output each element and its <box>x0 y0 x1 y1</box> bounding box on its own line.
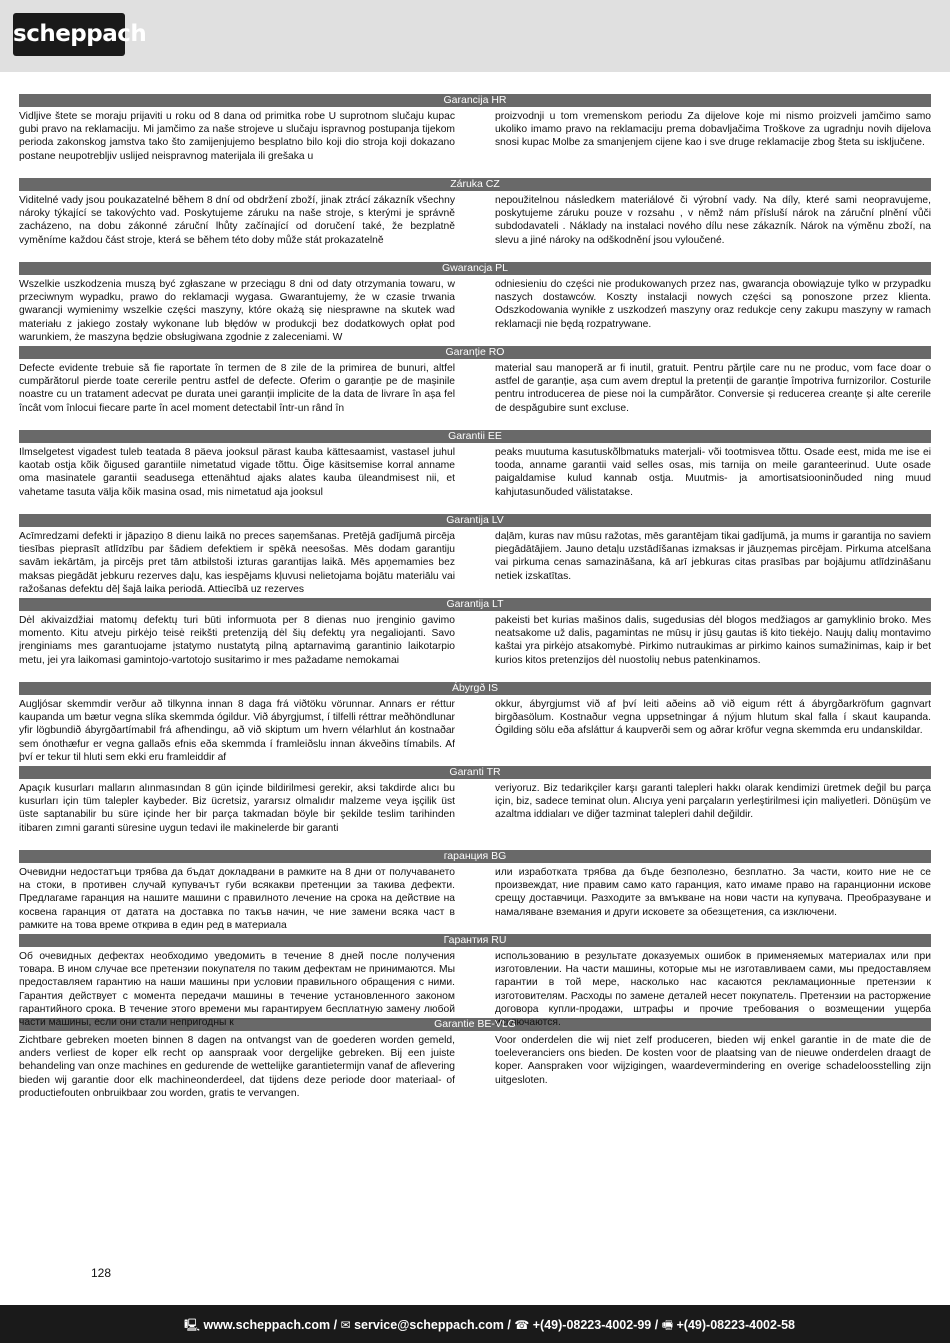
page-number: 128 <box>91 1266 112 1280</box>
section-text-right: odniesieniu do części nie produkowanych przez nas, gwarancja obowiązuje tylko w przypadku naszych dostawców. Koszty instalacji nowych części są ponoszone przez klienta. Odszkodowania wynikłe z uszkodzeń maszyny oraz redukcje ceny zakupu maszyny w ramach reklamacji nie będą rozpatrywane. <box>495 279 931 330</box>
section-text-right: или изработката трябва да бъде безполезно, безплатно. За части, които ние не се произвеждат, ние правим само като гаранция, като имаме право на гаранционни искове срещу доставчици. Разходите за вмъкване на нови части на купувача. Преобразуване и намаляване вземания и други исковете за обезщетения, са изключени. <box>495 867 931 918</box>
warranty-section <box>19 682 931 766</box>
section-text-left: Ilmselgetest vigadest tuleb teatada 8 päeva jooksul pärast kauba kättesaamist, vastasel juhul kaotab ostja kõik õigused garantiile nimetatud vigade tõttu. Õige käsitsemise korral anname oma masinatele garantii seadusega ettenähtud ajaks alates kauba üleandmisest nii, et vahetame tasuta välja kõik masina osad, mis nimetatud aja jooksul <box>19 447 455 498</box>
section-columns <box>19 698 931 764</box>
envelope-icon: ✉ <box>340 1318 351 1332</box>
section-text-left: Augljósar skemmdir verður að tilkynna innan 8 daga frá viðtöku vörunnar. Annars er réttur kaupanda um bætur vegna slíka skemmda ógildur. Við ábyrgjumst, í tilfelli réttrar meðhöndlunar yfir lögbundið ábyrgðartímabil frá afhendingu, að við skiptum um hvern vélarhlut án kostnaðar sem ónothæfur er vegna gallaðs efnis eða skemmda í framleiðslu innan ákveðins tímabils. Af því er tekur til hluti sem ekki eru framleiddir af <box>19 699 455 763</box>
warranty-section <box>19 178 931 262</box>
contact-line <box>184 1316 795 1337</box>
section-text-left: Apaçık kusurları malların alınmasından 8 gün içinde bildirilmesi gerekir, aksi takdirde alıcı bu kusurları için tüm talepler kaybeder. Biz ücretsiz, yararsız olmalıdır malzeme veya işçilik üst üste saptanabilir bu süre içinde her bir parça takmadan böyle bir şekilde teslim tarihinden itibaren zımni garanti süresine uygun tedavi ile makinelerde bir garanti <box>19 783 455 834</box>
section-text-left: Vidljive štete se moraju prijaviti u roku od 8 dana od primitka robe U suprotnom slučaju kupac gubi pravo na reklamaciju. Mi jamčimo za naše strojeve u slučaju ispravnog postupanja tijekom perioda zakonskog jamstva tako što zamijenjujemo besplatno bilo koji dio stroja koji dokazano postane neupotrebljiv uslijed neispravnog materijala ili grešaka u <box>19 111 455 162</box>
warranty-section <box>19 1018 931 1102</box>
section-heading: Záruka CZ <box>19 178 931 191</box>
section-heading: Garanție RO <box>19 346 931 359</box>
phone-number: +(49)-08223-4002-99 <box>532 1318 652 1332</box>
warranty-section <box>19 94 931 178</box>
section-heading: Garanti TR <box>19 766 931 779</box>
warranty-sections <box>19 94 931 1102</box>
warranty-section <box>19 766 931 850</box>
warranty-section <box>19 346 931 430</box>
section-columns <box>19 446 931 499</box>
section-text-right: peaks muutuma kasutuskõlbmatuks materjali- või tootmisvea tõttu. Osade eest, mida me ise ei tooda, anname garantii vaid selles osas, mis tarnija on meile garanteerinud. Uute osade paigaldamise kulud kannab ostja. Muutmis- ja amortisatsiooninõuded ning muud kahjutasunõuded välistatakse. <box>495 447 931 498</box>
scheppach-logo: scheppach <box>13 13 125 56</box>
section-text-left: Zichtbare gebreken moeten binnen 8 dagen na ontvangst van de goederen worden gemeld, anders verliest de koper elk recht op aanspraak voor dergelijke gebreken. Bij een juiste behandeling van onze machines en gedurende de wettelijke garantietermijn vanaf de aflevering bieden wij garantie door elk machineonderdeel, dat tijdens deze periode door materiaal- of productiefouten onbruikbaar zou worden, gratis te vervangen. <box>19 1035 455 1099</box>
section-text-right: Voor onderdelen die wij niet zelf produceren, bieden wij enkel garantie in de mate die de toeleveranciers ons bieden. De kosten voor de plaatsing van de nieuwe onderdelen draagt de koper. Aanspraken voor wijzigingen, waardevermindering en overige schadeloosstelling zijn uitgesloten. <box>495 1035 931 1086</box>
section-heading: Гарантия RU <box>19 934 931 947</box>
section-columns <box>19 362 931 415</box>
section-heading: Gwarancja PL <box>19 262 931 275</box>
section-columns <box>19 530 931 596</box>
section-heading: Garantie BE-VLG <box>19 1018 931 1031</box>
warranty-section <box>19 598 931 682</box>
section-columns <box>19 1034 931 1100</box>
section-columns <box>19 278 931 344</box>
computer-icon: 🖳 <box>183 1318 200 1332</box>
separator: / <box>507 1318 515 1332</box>
section-text-left: Acīmredzami defekti ir jāpaziņo 8 dienu laikā no preces saņemšanas. Pretējā gadījumā pircēja tiesības pieprasīt atlīdzību par šādiem defektiem ir spēkā neesošas. Mēs dodam garantiju savām iekārtām, ja pircējs pret tām atbilstoši izturas garantijas laikā. Mēs apņemamies bez maksas piegādāt jebkuru rezerves daļu, kas iespējams kļuvusi nelietojama bojātu materiālu vai ražošanas defektu dēļ šajā laika periodā. Attiecībā uz rezerves <box>19 531 455 595</box>
section-text-left: Viditelné vady jsou poukazatelné během 8 dní od obdržení zboží, jinak ztrácí zákazník všechny nároky týkající se takovýchto vad. Poskytujeme záruku na naše stroje, s kterými je správně zacházeno, na dobu zákonné záruční lhůty začínající od doručení také, že bezplatně vyměníme každou část stroje, která se během této doby může stát prokazatelně <box>19 195 455 246</box>
fax-icon: 🖷 <box>661 1318 674 1332</box>
phone-icon: ☎ <box>514 1318 530 1332</box>
section-text-right: material sau manoperă ar fi inutil, gratuit. Pentru părțile care nu ne produc, vom face doar o astfel de garanție, așa cum avem dreptul la pretenții de garanție împotriva furnizorilor. Costurile pentru introducerea de piese noi la cumpărător. Conversie și reducerea creanțe și alte cererile de despăgubire sunt excluse. <box>495 363 931 414</box>
header-bar <box>0 0 950 72</box>
section-columns <box>19 866 931 932</box>
website-link[interactable]: www.scheppach.com <box>203 1318 331 1332</box>
separator: / <box>333 1318 341 1332</box>
section-columns <box>19 194 931 247</box>
section-text-left: Defecte evidente trebuie să fie raportate în termen de 8 zile de la primirea de bunuri, altfel cumpărătorul pierde toate cererile pentru astfel de defecte. Oferim o garanție pe de mașinile noastre cu un tratament adecvat pe durata unei garanții implicite de la data de livrare în așa fel încât vom înlocui fiecare parte în acel moment detectabil într-un rând în <box>19 363 455 414</box>
separator: / <box>654 1318 662 1332</box>
section-text-right: okkur, ábyrgjumst við af því leiti aðeins að við eigum rétt á ábyrgðarkröfum gagnvart birgðasölum. Kostnaður vegna uppsetningar á nýjum hlutum skal falla í skaut kaupanda. Ógilding sölu eða afsláttur á kaupverði sem og aðrar kröfur vegna skemmda eru undanskildar. <box>495 699 931 737</box>
section-text-left: Wszelkie uszkodzenia muszą być zgłaszane w przeciągu 8 dni od daty otrzymania towaru, w przeciwnym wypadku, prawo do reklamacji wygasa. Gwarantujemy, że w czasie trwania gwarancji wymienimy wszelkie części maszyny, które okażą się niesprawne na skutek wad materiału z jakiego zostały wykonane lub błędów w produkcji bez dodatkowych opłat pod warunkiem, że maszyna będzie obsługiwana zgodnie z zaleceniami. W <box>19 279 455 343</box>
warranty-section <box>19 514 931 598</box>
footer-bar <box>0 1305 950 1343</box>
section-columns <box>19 614 931 667</box>
section-heading: Garantija LT <box>19 598 931 611</box>
warranty-section <box>19 262 931 346</box>
warranty-section <box>19 850 931 934</box>
section-text-left: Об очевидных дефектах необходимо уведомить в течение 8 дней после получения товара. В ином случае все претензии покупателя по таким дефектам не принимаются. Мы предоставляем гарантию на наши машины при условии правильного обращения с ними. Гарантия действует с момента передачи машины в течение установленного законом гарантийного срока. В течение этого времени мы гарантируем бесплатную замену любой части машины, если они стали непригодны к <box>19 951 455 1029</box>
section-text-left: Очевидни недостатъци трябва да бъдат докладвани в рамките на 8 дни от получаването на стоки, в противен случай купувачът губи всякакви претенции за такива дефекти. Предлагаме гаранция на нашите машини с правилното лечение на срока на действие на косвена гаранция от датата на доставка по такъв начин, че ние замени всяка част в рамките на това време откривa в един ред в материала <box>19 867 455 931</box>
email-link[interactable]: service@scheppach.com <box>354 1318 504 1332</box>
section-heading: гаранция BG <box>19 850 931 863</box>
section-columns <box>19 110 931 163</box>
section-text-right: использованию в результате доказуемых ошибок в применяемых материалах или при изготовлении. На части машины, которые мы не изготавливаем сами, мы предоставляем гарантии в той мере, насколько нас касаются рекламационные претензии к изготовителям. Расходы по замене деталей несет покупатель. Претензии на расторжение договора купли-продажи, штрафы и прочие требования о возмещении ущерба исключаются. <box>495 951 931 1029</box>
fax-number: +(49)-08223-4002-58 <box>676 1318 795 1332</box>
section-heading: Garantii EE <box>19 430 931 443</box>
section-text-right: veriyoruz. Biz tedarikçiler karşı garanti talepleri hakkı olarak kendimizi üretmek değil bu parça için, biz, sadece teminat olun. Alıcıya yeni parçaların yerleştirilmesi için maliyetleri. Dönüşüm ve azaltma iddiaları ve diğer tazminat talepleri dahil değildir. <box>495 783 931 821</box>
section-text-right: daļām, kuras nav mūsu ražotas, mēs garantējam tikai gadījumā, ja mums ir garantija no saviem piegādātājiem. Jauno detaļu uzstādīšanas izmaksas ir jāuzņemas pircējam. Pirkuma atcelšana vai pirkuma cenas samazināšana, kā arī jebkuras citas prasības par bojājumu atlīdzināšanu netiek izskatītas. <box>495 531 931 582</box>
section-text-left: Dėl akivaizdžiai matomų defektų turi būti informuota per 8 dienas nuo įrenginio gavimo momento. Kitu atveju pirkėjo teisė reikšti pretenziją dėl šių defektų yra negaliojanti. Savo įrenginiams mes garantuojame įstatymo nustatytą pilną aptarnavimą garantinio laikotarpio metu, jei yra laikomasi gamintojo-vartotojo susitarimo ir mes pažadame nemokamai <box>19 615 455 666</box>
warranty-section <box>19 430 931 514</box>
section-text-right: pakeisti bet kurias mašinos dalis, sugedusias dėl blogos medžiagos ar gamyklinio broko. Mes neatsakome už dalis, pagamintas ne mūsų ir jūsų gautas iš kito tiekėjo. Naujų dalių montavimo kaštai yra pirkėjo atsakomybė. Pirkimo nutraukimas ar pirkimo kainos sumažinimas, kaip ir bet kurios kitos pretenzijos dėl nuostolių nebus patenkinamos. <box>495 615 931 666</box>
section-columns <box>19 782 931 835</box>
section-text-right: proizvodnji u tom vremenskom periodu Za dijelove koje mi nismo proizveli jamčimo samo ukoliko imamo pravo na reklamaciju prema dobavljačima Troškove za ugradnju novih dijelova snosi kupac Molbe za smanjenjem cijene kao i sve druge reklamacije zbog šteta su isključene. <box>495 111 931 149</box>
section-text-right: nepoužitelnou následkem materiálové či výrobní vady. Na díly, které sami neopravujeme, poskytujeme záruku pouze v rozsahu , v němž nám přísluší nárok na záruční plnění vůči subdodavateli . Náklady na instalaci nového dílu nese zákazník. Nárok na výměnu zboží, na slevu a jiné nároky na odškodnění jsou vyloučené. <box>495 195 931 246</box>
section-heading: Ábyrgð IS <box>19 682 931 695</box>
section-heading: Garancija HR <box>19 94 931 107</box>
section-heading: Garantija LV <box>19 514 931 527</box>
